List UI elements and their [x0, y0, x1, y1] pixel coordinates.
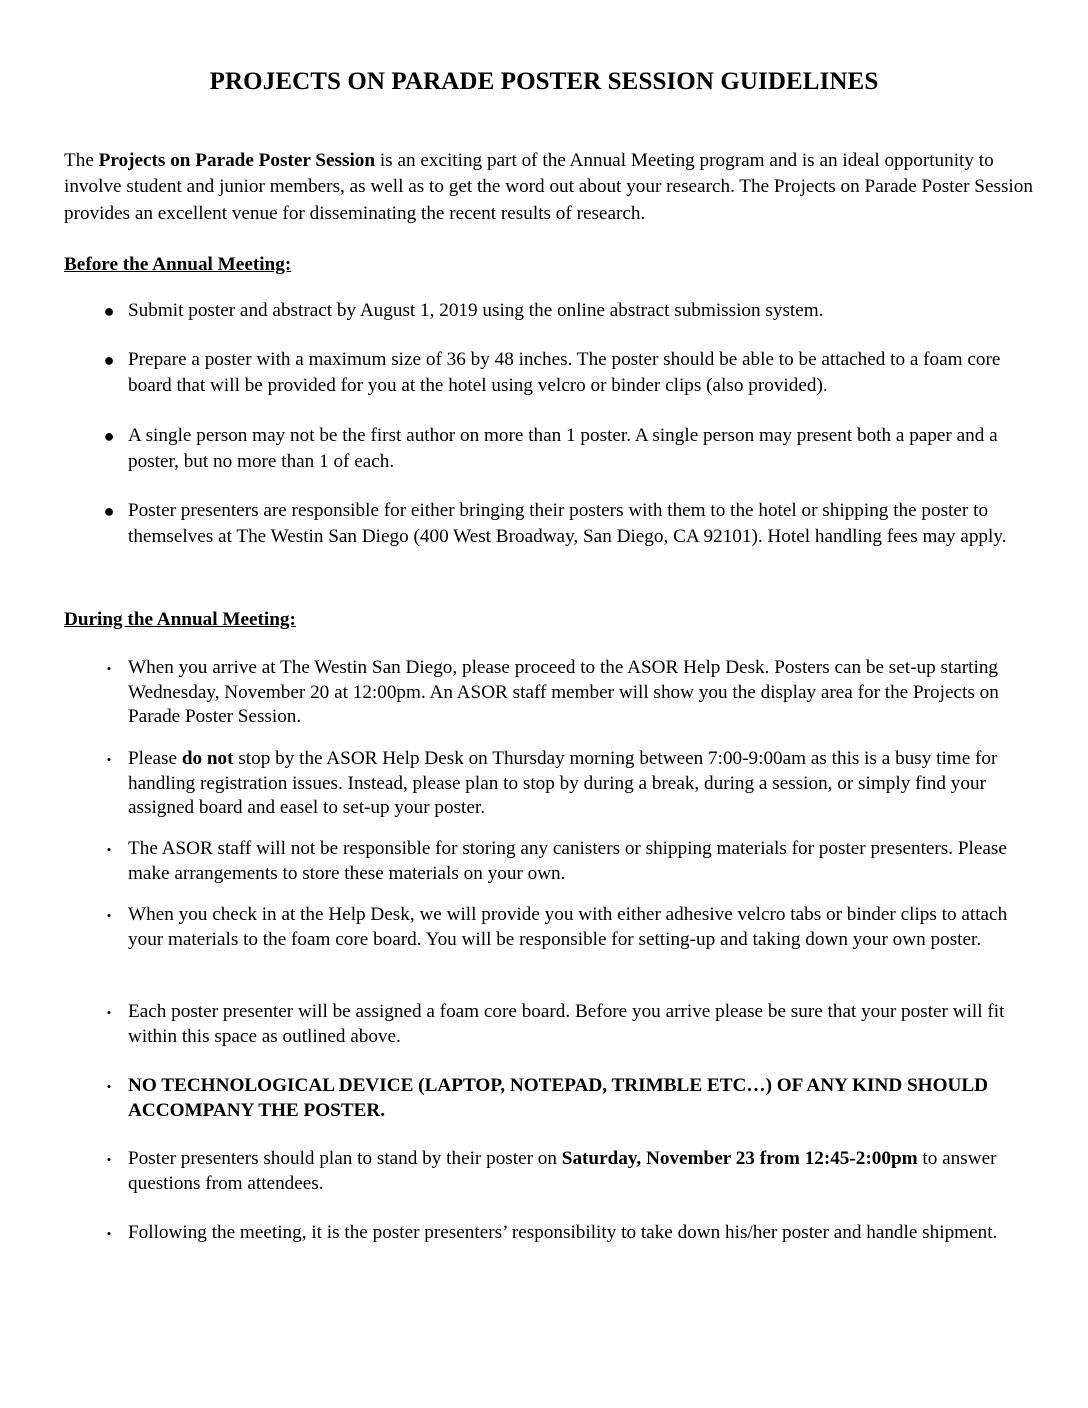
list-item-text: Prepare a poster with a maximum size of 36 by 48 inches. The poster should be able to be attached to a foam core board that will be provided for you at the hotel using velcro or binder clips (also provided). [128, 349, 1001, 396]
intro-session-name: Projects on Parade Poster Session [98, 150, 376, 171]
bullet-icon: • [106, 1005, 112, 1020]
bullet-icon: • [106, 661, 112, 676]
list-item [64, 656, 1044, 730]
list-item-emphasis: Saturday, November 23 from 12:45-2:00pm [561, 1148, 918, 1169]
bullet-icon: ● [103, 501, 115, 521]
bullet-icon: • [106, 1226, 112, 1241]
bullet-icon: ● [103, 426, 115, 446]
list-item [64, 1221, 1044, 1246]
list-item [64, 903, 1044, 952]
document-title: PROJECTS ON PARADE POSTER SESSION GUIDELINES [209, 68, 879, 95]
bullet-icon: • [106, 752, 112, 767]
list-item [64, 298, 1044, 324]
intro-text-start: The [64, 150, 99, 171]
list-item [64, 347, 1044, 399]
list-item-text: Each poster presenter will be assigned a foam core board. Before you arrive please be sure that your poster will fit within this space as outlined above. [128, 1001, 1005, 1047]
list-item-warning: NO TECHNOLOGICAL DEVICE (LAPTOP, NOTEPAD, TRIMBLE ETC…) OF ANY KIND SHOULD ACCOMPANY THE POSTER. [128, 1075, 989, 1121]
list-item-text: When you check in at the Help Desk, we will provide you with either adhesive velcro tabs or binder clips to attach your materials to the foam core board. You will be responsible for setting-up and taking down your own poster. [128, 904, 1008, 950]
list-item-text: When you arrive at The Westin San Diego, please proceed to the ASOR Help Desk. Posters can be set-up starting Wednesday, November 20 at 12:00pm. An ASOR staff member will show you the display area for the Projects on Parade Poster Session. [128, 657, 999, 728]
list-item-text: Following the meeting, it is the poster presenters’ responsibility to take down his/her poster and handle shipment. [128, 1222, 998, 1243]
list-item [64, 498, 1044, 550]
bullet-icon: • [106, 1079, 112, 1094]
list-item [64, 1000, 1044, 1049]
intro-paragraph [64, 148, 1044, 227]
section-heading-before: Before the Annual Meeting: [64, 254, 292, 275]
list-item-emphasis: do not [181, 748, 234, 769]
list-item-text-start: Poster presenters should plan to stand by their poster on [128, 1148, 562, 1169]
bullet-icon: ● [103, 301, 115, 321]
bullet-icon: • [106, 842, 112, 857]
intro-text-rest: is an exciting part of the Annual Meeting program and is an ideal opportunity to involve student and junior members, as well as to get the word out about your research. The Projects on Parade Poster Session provides an excellent venue for disseminating the recent results of research. [64, 150, 1033, 224]
list-item-text: Poster presenters are responsible for either bringing their posters with them to the hotel or shipping the poster to themselves at The Westin San Diego (400 West Broadway, San Diego, CA 92101). Hotel handling fees may apply. [128, 500, 1007, 547]
section-heading-during: During the Annual Meeting: [64, 609, 296, 630]
list-item [64, 1074, 1044, 1123]
list-item-text: The ASOR staff will not be responsible for storing any canisters or shipping materials for poster presenters. Please make arrangements to store these materials on your own. [128, 838, 1007, 884]
list-item-text-rest: stop by the ASOR Help Desk on Thursday morning between 7:00-9:00am as this is a busy time for handling registration issues. Instead, please plan to stop by during a break, during a session, or simply find your assigned board and easel to set-up your poster. [128, 748, 998, 819]
list-item-text: A single person may not be the first author on more than 1 poster. A single person may present both a paper and a poster, but no more than 1 of each. [128, 425, 998, 472]
list-item-text-rest: to answer questions from attendees. [128, 1148, 997, 1194]
list-item [64, 837, 1044, 886]
list-item [64, 1147, 1044, 1196]
list-item-text: Submit poster and abstract by August 1, 2019 using the online abstract submission system. [128, 300, 824, 321]
list-item-text-start: Please [128, 748, 182, 769]
bullet-icon: • [106, 1152, 112, 1167]
bullet-icon: • [106, 908, 112, 923]
bullet-icon: ● [103, 350, 115, 370]
list-item-text [128, 747, 1044, 821]
list-item [64, 423, 1044, 475]
list-item-text [128, 1147, 1044, 1196]
list-item [64, 747, 1044, 821]
